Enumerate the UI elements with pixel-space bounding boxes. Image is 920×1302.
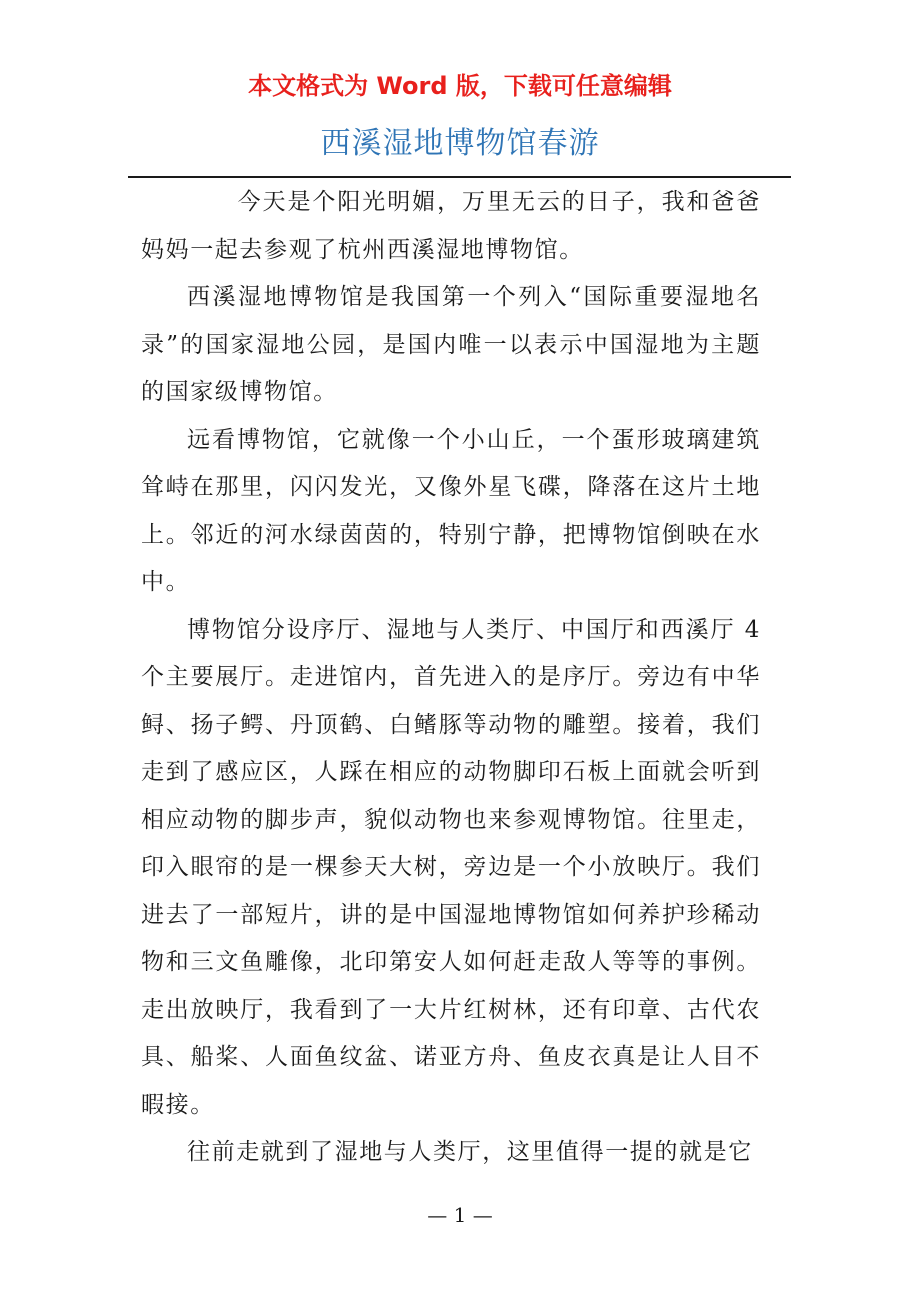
paragraph-4: 博物馆分设序厅、湿地与人类厅、中国厅和西溪厅 4 个主要展厅。走进馆内，首先进入的是序厅。旁边有中华鲟、扬子鳄、丹顶鹤、白鳍豚等动物的雕塑。接着，我们走到了感应区，人踩在相应的动物脚印石板上面就会听到相应动物的脚步声，貌似动物也来参观博物馆。往里走，印入眼帘的是一棵参天大树，旁边是一个小放映厅。我们进去了一部短片，讲的是中国湿地博物馆如何养护珍稀动物和三文鱼雕像，北印第安人如何赶走敌人等等的事例。走出放映厅，我看到了一大片红树林，还有印章、古代农具、船桨、人面鱼纹盆、诺亚方舟、鱼皮衣真是让人目不暇接。 [141,616,761,1118]
document-title: 西溪湿地博物馆春游 [320,126,600,161]
document-body [141,179,761,1177]
page-number: — 1 — [427,1203,493,1227]
paragraph-3: 远看博物馆，它就像一个小山丘，一个蛋形玻璃建筑耸峙在那里，闪闪发光，又像外星飞碟，降落在这片土地上。邻近的河水绿茵茵的，特别宁静，把博物馆倒映在水中。 [141,426,761,595]
paragraph-1: 今天是个阳光明媚，万里无云的日子，我和爸爸妈妈一起去参观了杭州西溪湿地博物馆。 [141,189,761,263]
paragraph-2: 西溪湿地博物馆是我国第一个列入“国际重要湿地名录”的国家湿地公园，是国内唯一以表示中国湿地为主题的国家级博物馆。 [141,284,761,405]
paragraph-5: 往前走就到了湿地与人类厅，这里值得一提的就是它 [187,1139,753,1165]
word-format-banner: 本文格式为 Word 版，下载可任意编辑 [248,72,672,100]
title-divider [128,176,791,178]
